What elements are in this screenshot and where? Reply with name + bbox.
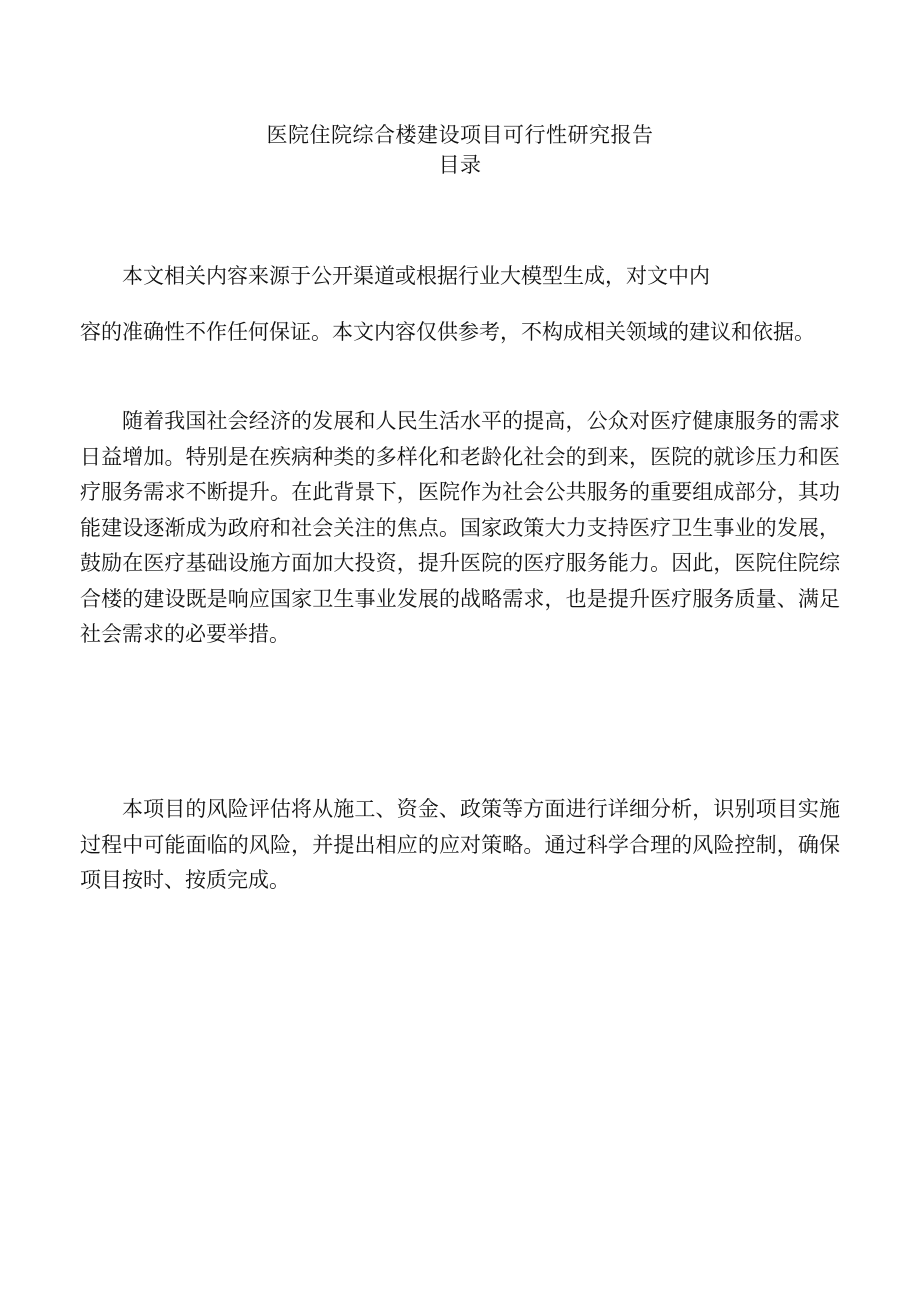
risk-assessment-paragraph: 本项目的风险评估将从施工、资金、政策等方面进行详细分析，识别项目实施过程中可能面临的风险，并提出相应的应对策略。通过科学合理的风险控制，确保项目按时、按质完成。 [80, 797, 840, 892]
disclaimer-continuation: 容的准确性不作任何保证。本文内容仅供参考，不构成相关领域的建议和依据。 [80, 320, 815, 344]
background-paragraph: 随着我国社会经济的发展和人民生活水平的提高，公众对医疗健康服务的需求日益增加。特别是在疾病种类的多样化和老龄化社会的到来，医院的就诊压力和医疗服务需求不断提升。在此背景下，医院作为社会公共服务的重要组成部分，其功能建设逐渐成为政府和社会关注的焦点。国家政策大力支持医疗卫生事业的发展，鼓励在医疗基础设施方面加大投资，提升医院的医疗服务能力。因此，医院住院综合楼的建设既是响应国家卫生事业发展的战略需求，也是提升医疗服务质量、满足社会需求的必要举措。 [80, 409, 840, 646]
table-of-contents-heading: 目录 [438, 153, 482, 177]
document-title: 医院住院综合楼建设项目可行性研究报告 [266, 123, 654, 147]
disclaimer-first-line: 本文相关内容来源于公开渠道或根据行业大模型生成，对文中内 [122, 264, 710, 288]
